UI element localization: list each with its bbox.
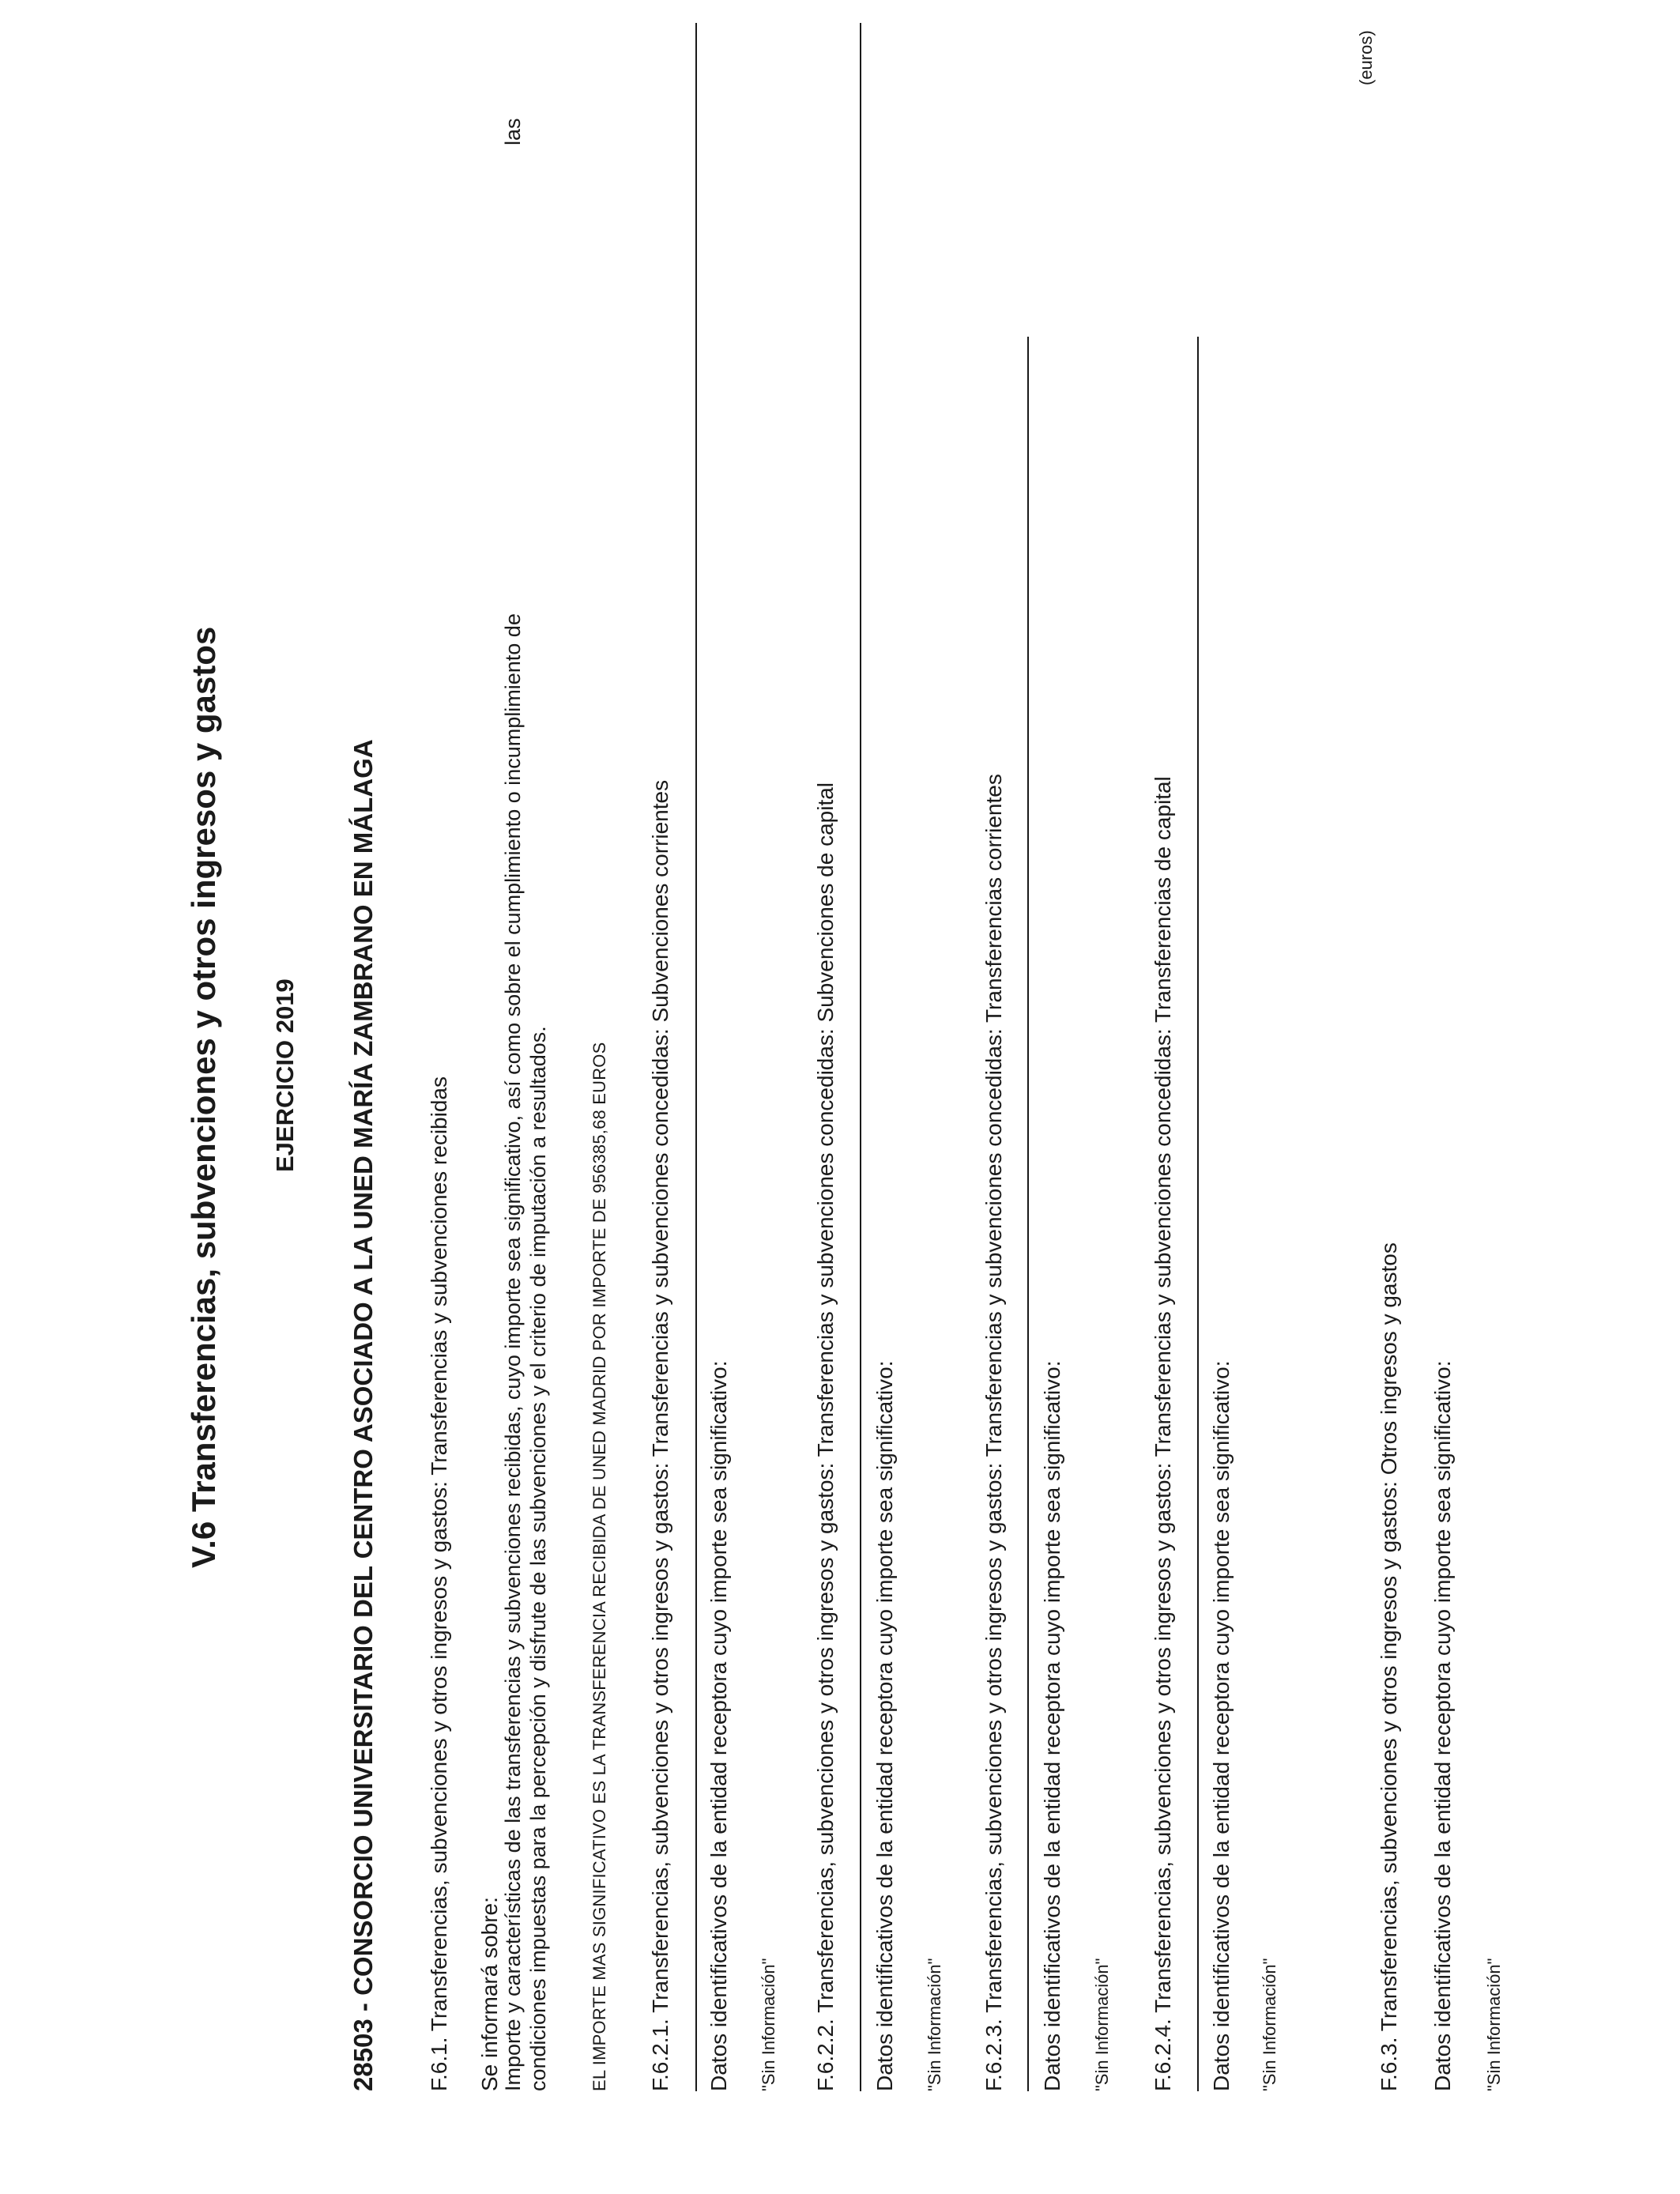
recipient-label: Datos identificativos de la entidad receptora cuyo importe sea significativo: <box>872 1360 897 2091</box>
page-title: V.6 Transferencias, subvenciones y otros ingresos y gastos <box>185 626 222 1568</box>
section-heading-f623: F.6.2.3. Transferencias, subvenciones y otros ingresos y gastos: Transferencias y subvenciones concedidas: Transferencias corrientes <box>981 774 1006 2091</box>
recipient-label: Datos identificativos de la entidad receptora cuyo importe sea significativo: <box>706 1360 731 2091</box>
recipient-label: Datos identificativos de la entidad receptora cuyo importe sea significativo: <box>1430 1360 1455 2091</box>
section-divider <box>860 23 861 2091</box>
no-info-value: "Sin Información" <box>1484 1958 1504 2091</box>
no-info-value: "Sin Información" <box>925 1958 944 2091</box>
exercise-label: EJERCICIO 2019 <box>271 978 299 1172</box>
significant-amount-note: EL IMPORTE MAS SIGNIFICATIVO ES LA TRANSFERENCIA RECIBIDA DE UNED MADRID POR IMPORTE DE 956385,68 EUROS <box>590 1042 609 2091</box>
section-heading-f621: F.6.2.1. Transferencias, subvenciones y otros ingresos y gastos: Transferencias y subvenciones concedidas: Subvenciones corrientes <box>648 779 672 2091</box>
recipient-label: Datos identificativos de la entidad receptora cuyo importe sea significativo: <box>1209 1360 1234 2091</box>
section-heading-f63: F.6.3. Transferencias, subvenciones y otros ingresos y gastos: Otros ingresos y gastos <box>1377 1242 1401 2091</box>
no-info-value: "Sin Información" <box>1092 1958 1112 2091</box>
units-label: (euros) <box>1356 30 1376 85</box>
no-info-value: "Sin Información" <box>1260 1958 1279 2091</box>
intro-text: Se informará sobre: <box>477 1897 502 2091</box>
detail-line-1: Importe y características de las transferencias y subvenciones recibidas, cuyo importe sea significativo, así como sobre el cumplimiento o incumplimiento de <box>501 613 525 2091</box>
section-heading-f624: F.6.2.4. Transferencias, subvenciones y otros ingresos y gastos: Transferencias y subvenciones concedidas: Transferencias de capital <box>1151 776 1175 2091</box>
section-divider <box>695 23 697 2091</box>
no-info-value: "Sin Información" <box>759 1958 778 2091</box>
section-divider <box>1197 337 1199 2091</box>
section-divider <box>1027 337 1029 2091</box>
detail-line-1-end: las <box>501 118 525 145</box>
recipient-label: Datos identificativos de la entidad receptora cuyo importe sea significativo: <box>1040 1360 1064 2091</box>
section-heading-f61: F.6.1. Transferencias, subvenciones y otros ingresos y gastos: Transferencias y subvenciones recibidas <box>427 1076 451 2091</box>
section-heading-f622: F.6.2.2. Transferencias, subvenciones y otros ingresos y gastos: Transferencias y subvenciones concedidas: Subvenciones de capital <box>813 782 838 2091</box>
detail-line-2: condiciones impuestas para la percepción y disfrute de las subvenciones y el criterio de imputación a resultados. <box>526 1026 550 2091</box>
entity-name: 28503 - CONSORCIO UNIVERSITARIO DEL CENTRO ASOCIADO A LA UNED MARÍA ZAMBRANO EN MÁLAGA <box>348 739 378 2091</box>
